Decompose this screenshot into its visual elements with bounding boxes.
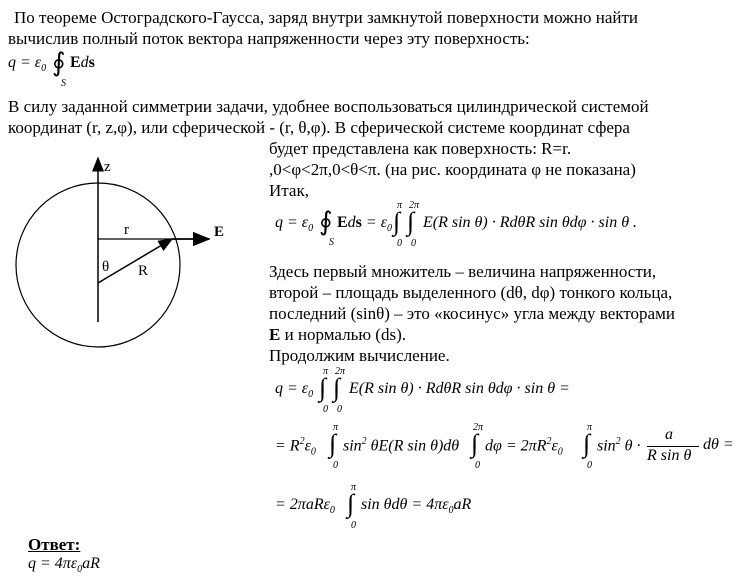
vector-e-bold: E bbox=[269, 325, 281, 344]
E-label: E bbox=[214, 224, 225, 240]
symmetry-line-2: координат (r, z,φ), или сферической - (r, θ,φ). В сферической системе координат сфера bbox=[8, 118, 630, 137]
theta-label: θ bbox=[102, 259, 110, 275]
explanation-line-2: второй – площадь выделенного (dθ, dφ) тонкого кольца, bbox=[269, 283, 673, 302]
symmetry-line-1: В силу заданной симметрии задачи, удобнее воспользоваться цилиндрической системой bbox=[8, 97, 649, 116]
sphere-line-1: будет представлена как поверхность: R=r. bbox=[269, 139, 572, 158]
intro-line-1: По теореме Остоградского-Гаусса, заряд внутри замкнутой поверхности можно найти bbox=[14, 8, 639, 27]
formula-flux-definition: $q = \varepsilon_0$ ∮ S Eds bbox=[8, 48, 95, 89]
answer-formula: $q = 4\pi\varepsilon_0aR$ bbox=[28, 555, 100, 576]
r-label: r bbox=[124, 222, 129, 238]
formula-step-2: = $R^2\varepsilon_0$ π ∫ 0 $\sin^2 \theta E(R$ sin θ)dθ 2π ∫ 0 $d\varphi = 2\pi R^2\varepsilon_0$ π ∫ 0 $\sin^2 \theta$ · a R sin θ dθ = bbox=[275, 422, 734, 471]
formula-flux-spherical: $q = \varepsilon_0$ ∮ S Eds = $\varepsilon_0$ π ∫ 0 2π ∫ 0 E(R sin θ) · RdθR sin θdφ · sin θ . bbox=[275, 200, 638, 249]
itak-text: Итак, bbox=[269, 181, 309, 200]
z-axis-label: z bbox=[104, 159, 111, 175]
explanation-line-4-rest: и нормалью (ds). bbox=[280, 325, 406, 344]
explanation-line-1: Здесь первый множитель – величина напряженности, bbox=[269, 262, 657, 281]
explanation-line-3: последний (sinθ) – это «косинус» угла между векторами bbox=[269, 304, 675, 323]
formula-step-1: $q = \varepsilon_0$ π ∫ 0 2π ∫ 0 E(R sin θ) · RdθR sin θdφ · sin θ = bbox=[275, 366, 570, 415]
sphere-line-2: ,0<φ<2π,0<θ<π. (на рис. координата φ не показана) bbox=[269, 160, 636, 179]
R-label: R bbox=[138, 263, 149, 279]
answer-label: Ответ: bbox=[28, 535, 81, 554]
continue-text: Продолжим вычисление. bbox=[269, 346, 450, 365]
formula-step-3: = 2πaRε$_0$ π ∫ 0 $\sin \theta d\theta = 4\pi\varepsilon_0aR$ bbox=[275, 482, 472, 531]
intro-line-2: вычислив полный поток вектора напряженности через эту поверхность: bbox=[8, 29, 530, 48]
